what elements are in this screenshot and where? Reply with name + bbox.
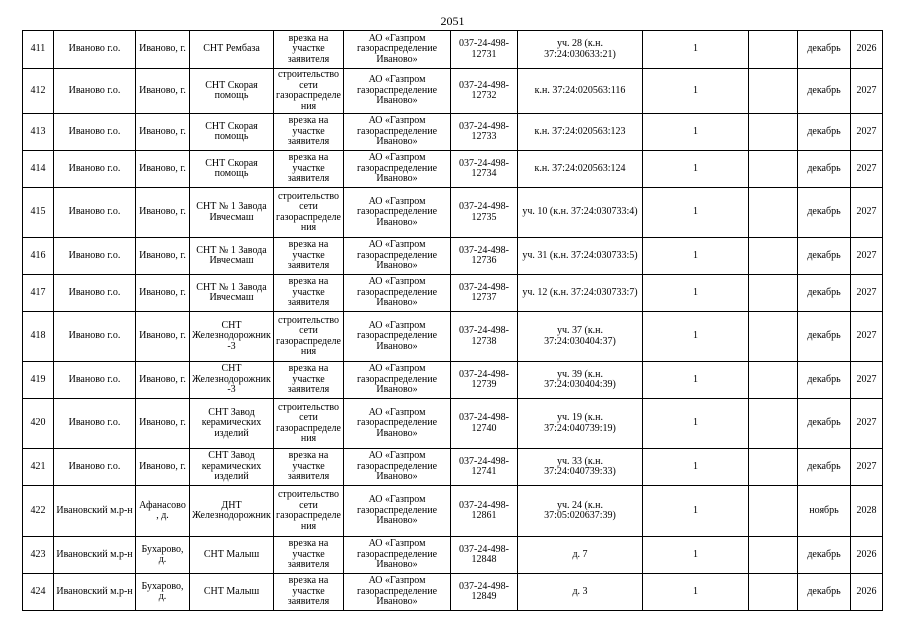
request-code-cell: 037-24-498-12741 (451, 449, 518, 486)
registry-rows (23, 31, 883, 611)
locality-cell: Иваново, г. (136, 114, 190, 151)
year-cell: 2026 (851, 574, 883, 611)
organization-cell: АО «Газпром газораспределение Иваново» (344, 114, 451, 151)
empty-cell (749, 114, 798, 151)
object-name-cell: СНТ Железнодорожник-3 (190, 362, 274, 399)
district-cell: Иваново г.о. (54, 362, 136, 399)
quantity-cell: 1 (643, 31, 749, 69)
empty-cell (749, 312, 798, 362)
quantity-cell: 1 (643, 275, 749, 312)
empty-cell (749, 31, 798, 69)
table-row (23, 449, 883, 486)
quantity-cell: 1 (643, 486, 749, 537)
plot-identifier-cell: уч. 37 (к.н. 37:24:030404:37) (518, 312, 643, 362)
district-cell: Иваново г.о. (54, 238, 136, 275)
empty-cell (749, 399, 798, 449)
month-cell: декабрь (798, 362, 851, 399)
table-row (23, 114, 883, 151)
year-cell: 2027 (851, 362, 883, 399)
empty-cell (749, 69, 798, 114)
plot-identifier-cell: к.н. 37:24:020563:124 (518, 151, 643, 188)
quantity-cell: 1 (643, 69, 749, 114)
quantity-cell: 1 (643, 362, 749, 399)
month-cell: декабрь (798, 69, 851, 114)
organization-cell: АО «Газпром газораспределение Иваново» (344, 399, 451, 449)
organization-cell: АО «Газпром газораспределение Иваново» (344, 151, 451, 188)
organization-cell: АО «Газпром газораспределение Иваново» (344, 275, 451, 312)
district-cell: Иваново г.о. (54, 399, 136, 449)
quantity-cell: 1 (643, 537, 749, 574)
table-row (23, 238, 883, 275)
request-code-cell: 037-24-498-12740 (451, 399, 518, 449)
plot-identifier-cell: уч. 33 (к.н. 37:24:040739:33) (518, 449, 643, 486)
object-name-cell: СНТ Скорая помощь (190, 151, 274, 188)
table-row (23, 312, 883, 362)
organization-cell: АО «Газпром газораспределение Иваново» (344, 188, 451, 238)
year-cell: 2027 (851, 275, 883, 312)
plot-identifier-cell: д. 7 (518, 537, 643, 574)
district-cell: Иваново г.о. (54, 31, 136, 69)
empty-cell (749, 486, 798, 537)
request-code-cell: 037-24-498-12737 (451, 275, 518, 312)
locality-cell: Бухарово, д. (136, 574, 190, 611)
row-number-cell: 416 (23, 238, 54, 275)
work-type-cell: врезка на участке заявителя (274, 362, 344, 399)
locality-cell: Иваново, г. (136, 151, 190, 188)
plot-identifier-cell: уч. 28 (к.н. 37:24:030633:21) (518, 31, 643, 69)
district-cell: Иваново г.о. (54, 114, 136, 151)
plot-identifier-cell: к.н. 37:24:020563:116 (518, 69, 643, 114)
district-cell: Иваново г.о. (54, 312, 136, 362)
quantity-cell: 1 (643, 312, 749, 362)
request-code-cell: 037-24-498-12736 (451, 238, 518, 275)
locality-cell: Бухарово, д. (136, 537, 190, 574)
quantity-cell: 1 (643, 188, 749, 238)
quantity-cell: 1 (643, 238, 749, 275)
quantity-cell: 1 (643, 114, 749, 151)
locality-cell: Иваново, г. (136, 312, 190, 362)
plot-identifier-cell: к.н. 37:24:020563:123 (518, 114, 643, 151)
month-cell: ноябрь (798, 486, 851, 537)
month-cell: декабрь (798, 574, 851, 611)
district-cell: Ивановский м.р-н (54, 486, 136, 537)
empty-cell (749, 275, 798, 312)
row-number-cell: 418 (23, 312, 54, 362)
plot-identifier-cell: д. 3 (518, 574, 643, 611)
empty-cell (749, 238, 798, 275)
object-name-cell: СНТ Рембаза (190, 31, 274, 69)
organization-cell: АО «Газпром газораспределение Иваново» (344, 486, 451, 537)
table-row (23, 537, 883, 574)
locality-cell: Иваново, г. (136, 399, 190, 449)
object-name-cell: ДНТ Железнодорожник (190, 486, 274, 537)
organization-cell: АО «Газпром газораспределение Иваново» (344, 362, 451, 399)
table-row (23, 151, 883, 188)
month-cell: декабрь (798, 31, 851, 69)
work-type-cell: строительство сети газораспределения (274, 312, 344, 362)
page-number: 2051 (440, 14, 465, 28)
work-type-cell: врезка на участке заявителя (274, 151, 344, 188)
work-type-cell: строительство сети газораспределения (274, 188, 344, 238)
row-number-cell: 413 (23, 114, 54, 151)
row-number-cell: 421 (23, 449, 54, 486)
organization-cell: АО «Газпром газораспределение Иваново» (344, 238, 451, 275)
row-number-cell: 419 (23, 362, 54, 399)
object-name-cell: СНТ Скорая помощь (190, 114, 274, 151)
request-code-cell: 037-24-498-12861 (451, 486, 518, 537)
registry-table (22, 30, 883, 611)
quantity-cell: 1 (643, 399, 749, 449)
table-row (23, 275, 883, 312)
row-number-cell: 422 (23, 486, 54, 537)
month-cell: декабрь (798, 238, 851, 275)
organization-cell: АО «Газпром газораспределение Иваново» (344, 31, 451, 69)
work-type-cell: строительство сети газораспределения (274, 399, 344, 449)
empty-cell (749, 449, 798, 486)
quantity-cell: 1 (643, 574, 749, 611)
work-type-cell: врезка на участке заявителя (274, 275, 344, 312)
work-type-cell: врезка на участке заявителя (274, 31, 344, 69)
year-cell: 2027 (851, 114, 883, 151)
object-name-cell: СНТ Завод керамических изделий (190, 399, 274, 449)
locality-cell: Иваново, г. (136, 275, 190, 312)
request-code-cell: 037-24-498-12735 (451, 188, 518, 238)
empty-cell (749, 362, 798, 399)
request-code-cell: 037-24-498-12738 (451, 312, 518, 362)
row-number-cell: 415 (23, 188, 54, 238)
organization-cell: АО «Газпром газораспределение Иваново» (344, 69, 451, 114)
year-cell: 2027 (851, 449, 883, 486)
request-code-cell: 037-24-498-12732 (451, 69, 518, 114)
district-cell: Иваново г.о. (54, 275, 136, 312)
district-cell: Иваново г.о. (54, 69, 136, 114)
month-cell: декабрь (798, 151, 851, 188)
object-name-cell: СНТ Малыш (190, 574, 274, 611)
object-name-cell: СНТ Железнодорожник-3 (190, 312, 274, 362)
plot-identifier-cell: уч. 39 (к.н. 37:24:030404:39) (518, 362, 643, 399)
district-cell: Ивановский м.р-н (54, 574, 136, 611)
empty-cell (749, 574, 798, 611)
district-cell: Иваново г.о. (54, 188, 136, 238)
month-cell: декабрь (798, 188, 851, 238)
row-number-cell: 412 (23, 69, 54, 114)
object-name-cell: СНТ Завод керамических изделий (190, 449, 274, 486)
plot-identifier-cell: уч. 19 (к.н. 37:24:040739:19) (518, 399, 643, 449)
locality-cell: Иваново, г. (136, 238, 190, 275)
year-cell: 2026 (851, 31, 883, 69)
year-cell: 2027 (851, 238, 883, 275)
locality-cell: Афанасово, д. (136, 486, 190, 537)
work-type-cell: врезка на участке заявителя (274, 574, 344, 611)
row-number-cell: 420 (23, 399, 54, 449)
request-code-cell: 037-24-498-12848 (451, 537, 518, 574)
year-cell: 2027 (851, 312, 883, 362)
work-type-cell: врезка на участке заявителя (274, 449, 344, 486)
quantity-cell: 1 (643, 151, 749, 188)
locality-cell: Иваново, г. (136, 31, 190, 69)
organization-cell: АО «Газпром газораспределение Иваново» (344, 312, 451, 362)
quantity-cell: 1 (643, 449, 749, 486)
work-type-cell: врезка на участке заявителя (274, 537, 344, 574)
locality-cell: Иваново, г. (136, 188, 190, 238)
locality-cell: Иваново, г. (136, 362, 190, 399)
work-type-cell: врезка на участке заявителя (274, 114, 344, 151)
month-cell: декабрь (798, 275, 851, 312)
request-code-cell: 037-24-498-12734 (451, 151, 518, 188)
year-cell: 2027 (851, 69, 883, 114)
empty-cell (749, 188, 798, 238)
table-row (23, 574, 883, 611)
empty-cell (749, 151, 798, 188)
plot-identifier-cell: уч. 31 (к.н. 37:24:030733:5) (518, 238, 643, 275)
year-cell: 2027 (851, 399, 883, 449)
month-cell: декабрь (798, 537, 851, 574)
district-cell: Ивановский м.р-н (54, 537, 136, 574)
work-type-cell: строительство сети газораспределения (274, 69, 344, 114)
table-row (23, 486, 883, 537)
year-cell: 2028 (851, 486, 883, 537)
locality-cell: Иваново, г. (136, 449, 190, 486)
table-row (23, 399, 883, 449)
year-cell: 2027 (851, 151, 883, 188)
year-cell: 2026 (851, 537, 883, 574)
request-code-cell: 037-24-498-12731 (451, 31, 518, 69)
year-cell: 2027 (851, 188, 883, 238)
table-row (23, 69, 883, 114)
work-type-cell: врезка на участке заявителя (274, 238, 344, 275)
table-row (23, 188, 883, 238)
month-cell: декабрь (798, 114, 851, 151)
object-name-cell: СНТ № 1 Завода Ивчесмаш (190, 238, 274, 275)
plot-identifier-cell: уч. 12 (к.н. 37:24:030733:7) (518, 275, 643, 312)
row-number-cell: 424 (23, 574, 54, 611)
object-name-cell: СНТ № 1 Завода Ивчесмаш (190, 188, 274, 238)
month-cell: декабрь (798, 399, 851, 449)
object-name-cell: СНТ № 1 Завода Ивчесмаш (190, 275, 274, 312)
request-code-cell: 037-24-498-12733 (451, 114, 518, 151)
object-name-cell: СНТ Скорая помощь (190, 69, 274, 114)
row-number-cell: 423 (23, 537, 54, 574)
work-type-cell: строительство сети газораспределения (274, 486, 344, 537)
organization-cell: АО «Газпром газораспределение Иваново» (344, 449, 451, 486)
request-code-cell: 037-24-498-12849 (451, 574, 518, 611)
month-cell: декабрь (798, 449, 851, 486)
row-number-cell: 414 (23, 151, 54, 188)
empty-cell (749, 537, 798, 574)
organization-cell: АО «Газпром газораспределение Иваново» (344, 574, 451, 611)
row-number-cell: 417 (23, 275, 54, 312)
district-cell: Иваново г.о. (54, 449, 136, 486)
plot-identifier-cell: уч. 10 (к.н. 37:24:030733:4) (518, 188, 643, 238)
locality-cell: Иваново, г. (136, 69, 190, 114)
request-code-cell: 037-24-498-12739 (451, 362, 518, 399)
table-row (23, 31, 883, 69)
organization-cell: АО «Газпром газораспределение Иваново» (344, 537, 451, 574)
month-cell: декабрь (798, 312, 851, 362)
plot-identifier-cell: уч. 24 (к.н. 37:05:020637:39) (518, 486, 643, 537)
object-name-cell: СНТ Малыш (190, 537, 274, 574)
district-cell: Иваново г.о. (54, 151, 136, 188)
table-row (23, 362, 883, 399)
row-number-cell: 411 (23, 31, 54, 69)
